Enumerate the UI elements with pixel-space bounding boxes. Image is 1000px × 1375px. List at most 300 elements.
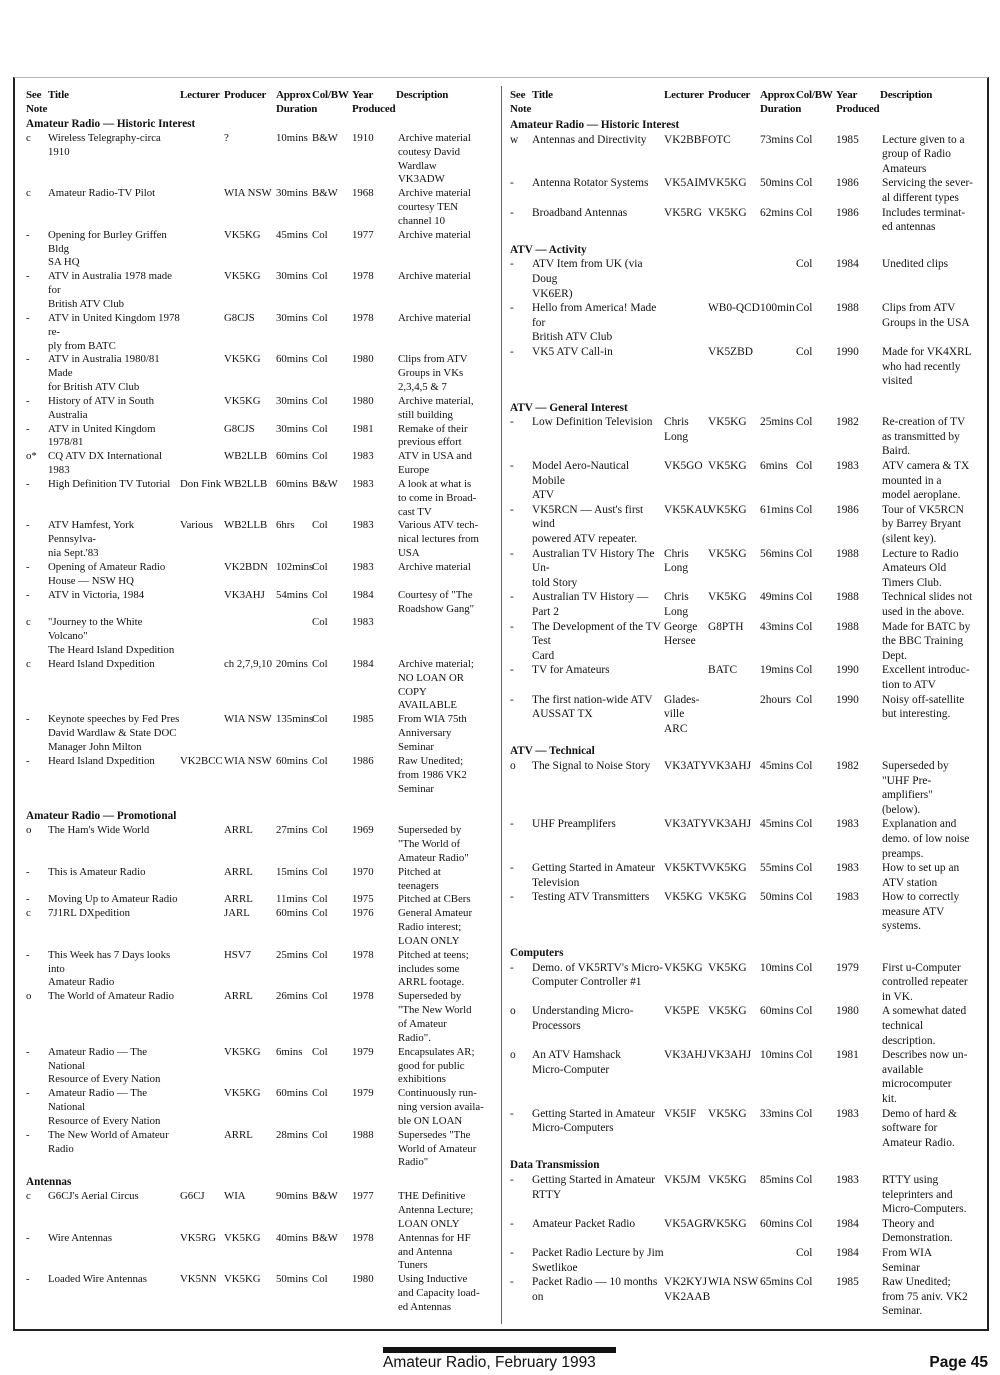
cell-note: - [26,754,30,767]
table-row [510,1173,980,1217]
cell-title: Heard Island Dxpedition [48,754,155,767]
header-cell: Title [48,89,69,101]
cell-desc: Clips from ATV Groups in the USA [882,302,970,329]
cell-duration: 27mins [276,824,308,837]
cell-desc: General Amateur Radio interest; LOAN ONLY [398,907,473,947]
cell-producer: ARRL [224,1128,253,1141]
cell-note: - [26,865,30,878]
table-row [26,1087,496,1129]
cell-desc: Encapsulates AR; good for public exhibitions [398,1045,475,1086]
cell-colbw: Col [312,394,328,407]
cell-desc: Theory and Demonstration. [882,1217,953,1245]
cell-desc: Archive material courtesy TEN channel 10 [398,187,471,227]
cell-duration: 10mins [760,961,794,974]
cell-year: 1982 [836,759,859,772]
cell-duration: 60mins [760,1005,794,1018]
cell-producer: VK5KG [708,460,747,473]
cell-duration: 65mins [760,1276,794,1289]
table-row [26,561,496,589]
cell-producer: JARL [224,907,250,920]
cell-producer: VK5KG [224,228,261,241]
cell-lecturer: G6CJ [180,1190,205,1203]
cell-colbw: Col [312,1128,328,1141]
cell-duration [760,345,796,389]
cell-colbw: Col [312,657,328,670]
cell-note: c [26,616,31,629]
cell-colbw: Col [796,664,813,677]
table-row [26,519,496,561]
table-row [510,861,980,890]
cell-colbw: Col [796,693,813,706]
cell-duration: 30mins [276,394,308,407]
cell-note: - [510,818,514,831]
table-row [26,270,496,312]
cell-colbw: Col [312,353,328,366]
cell-colbw: Col [796,302,813,315]
table-row [510,693,980,737]
cell-colbw: B&W [312,187,338,200]
cell-colbw: Col [312,990,328,1003]
cell-note: - [510,961,514,974]
cell-year: 1979 [836,961,859,974]
cell-colbw: Col [312,519,328,532]
cell-colbw: Col [796,818,813,831]
cell-producer: VK5KG [708,961,747,974]
cell-lecturer [664,257,708,301]
cell-year: 1983 [352,519,374,532]
cell-duration: 15mins [276,865,308,878]
cell-note: - [26,713,30,726]
cell-lecturer [180,713,224,755]
cell-producer: VK5KG [708,416,747,429]
cell-duration: 50mins [760,891,794,904]
cell-producer: ? [224,131,229,144]
cell-note: - [26,519,30,532]
cell-lecturer: VK2BBF [664,133,708,146]
cell-year: 1975 [352,893,374,906]
cell-note: - [26,270,30,283]
table-header [510,88,980,116]
cell-note: - [26,1128,30,1141]
cell-producer: WIA [224,1190,246,1203]
table-row [26,1046,496,1088]
table-row [26,713,496,755]
cell-colbw: Col [796,416,813,429]
cell-desc: Servicing the sever- al different types [882,177,973,204]
cell-year: 1983 [836,891,859,904]
cell-year: 1990 [836,664,859,677]
cell-colbw: Col [312,270,328,283]
cell-lecturer: Glades- ville ARC [664,693,700,735]
cell-lecturer: VK5KTV [664,862,710,875]
cell-note: - [26,228,30,241]
cell-note: - [26,353,30,366]
cell-lecturer [664,345,708,389]
cell-lecturer [180,949,224,991]
cell-lecturer [180,270,224,312]
cell-year: 1983 [352,477,374,490]
cell-title: ATV Hamfest, York Pennsylva- nia Sept.'83 [48,519,135,560]
cell-desc [396,616,496,658]
cell-note: - [510,591,514,604]
cell-year: 1977 [352,1190,374,1203]
cell-duration: 33mins [760,1107,794,1120]
cell-year: 1978 [352,1231,374,1244]
cell-duration: 60mins [276,907,308,920]
cell-desc: From WIA 75th Anniversary Seminar [398,713,467,753]
cell-note: - [510,620,514,633]
cell-desc: Antennas for HF and Antenna Tuners [398,1231,471,1272]
header-cell: Approx Duration [276,89,318,115]
cell-desc: Remake of their previous effort [398,422,468,449]
cell-desc: Various ATV tech- nical lectures from USA [398,519,479,560]
cell-title: Australian TV History The Un- told Story [532,547,655,589]
cell-lecturer [180,561,224,589]
header-cell: Description [880,89,933,101]
cell-year: 1986 [836,177,859,190]
table-row [510,663,980,692]
cell-note: c [26,1190,31,1203]
cell-producer: VK5KG [224,353,261,366]
cell-duration: 85mins [760,1173,794,1186]
cell-colbw: Col [796,620,813,633]
cell-lecturer [180,658,224,713]
cell-duration: 49mins [760,591,794,604]
cell-producer: VK5KG [708,591,747,604]
cell-colbw: Col [796,961,813,974]
cell-colbw: Col [312,311,328,324]
cell-colbw: Col [796,1276,813,1289]
cell-note: - [510,1217,514,1230]
table-row [510,817,980,861]
cell-lecturer [180,893,224,907]
cell-colbw: Col [312,948,328,961]
cell-year: 1988 [836,591,859,604]
cell-lecturer [180,187,224,229]
cell-note: - [26,1045,30,1058]
cell-duration: 90mins [276,1190,308,1203]
cell-year: 1982 [836,416,859,429]
cell-colbw: B&W [312,131,338,144]
cell-duration: 40mins [276,1231,308,1244]
cell-year: 1984 [836,1217,859,1230]
cell-title: Packet Radio Lecture by Jim Swetlikoe [532,1246,664,1274]
cell-desc: Tour of VK5RCN by Barrey Bryant (silent key). [882,503,964,546]
cell-desc: A look at what is to come in Broad- cast TV [398,477,477,518]
table-row [510,1107,980,1151]
table-row [26,949,496,991]
table-row [26,450,496,478]
cell-producer: VK5KG [708,206,747,219]
cell-year: 1988 [836,620,859,633]
cell-title: 7J1RL DXpedition [48,907,131,920]
cell-desc: Explanation and demo. of low noise preamps. [882,818,970,860]
cell-year: 1968 [352,187,374,200]
cell-title: History of ATV in South Australia [48,394,154,421]
cell-note: - [510,302,514,315]
cell-year: 1980 [352,1273,374,1286]
cell-desc: Archive material coutesy David Wardlaw VK3ADW [398,131,471,186]
cell-lecturer: VK3ATY [664,818,709,831]
cell-note: - [510,460,514,473]
cell-desc: Made for BATC by the BBC Training Dept. [882,620,971,662]
cell-title: Broadband Antennas [532,206,628,219]
cell-lecturer: VK5GO [664,460,703,473]
cell-note: - [26,1087,30,1100]
cell-lecturer [664,663,708,692]
cell-producer: VK2BDN [224,561,268,573]
cell-year: 1980 [836,1005,859,1018]
cell-colbw: Col [796,258,813,271]
cell-desc: Archive material [398,561,471,573]
cell-title: An ATV Hamshack Micro-Computer [532,1049,622,1076]
cell-duration: 60mins [276,353,308,366]
cell-lecturer [180,1046,224,1088]
cell-lecturer: Chris Long [664,591,689,618]
cell-year: 1969 [352,824,374,837]
cell-producer: VK5KG [708,862,747,875]
cell-duration [760,257,796,301]
cell-duration: 73mins [760,133,794,146]
cell-lecturer [664,1246,708,1275]
cell-title: Amateur Radio — The National Resource of Every Nation [48,1087,161,1127]
cell-note: - [26,588,30,601]
cell-colbw: Col [796,862,813,875]
cell-producer: VK5KG [708,177,747,190]
cell-year: 1984 [352,657,374,670]
cell-producer: ARRL [224,990,253,1003]
cell-producer: VK5ZBD [708,345,753,358]
cell-desc: Raw Unedited; from 1986 VK2 Seminar [398,754,467,795]
cell-lecturer [180,616,224,658]
cell-duration: 55mins [760,862,794,875]
cell-desc: From WIA Seminar [882,1246,933,1274]
cell-desc: Re-creation of TV as transmitted by Baird. [882,416,966,458]
table-row [26,423,496,451]
cell-lecturer: VK2BCC [180,754,223,767]
cell-producer: G8CJS [224,311,255,324]
cell-title: G6CJ's Aerial Circus [48,1190,139,1203]
cell-producer: VK5KG [708,503,747,516]
cell-note: - [510,1246,514,1259]
table-row [510,415,980,459]
cell-desc: Courtesy of "The Roadshow Gang" [398,588,475,615]
cell-note: - [510,177,514,190]
cell-note: o* [26,450,37,463]
cell-duration: 10mins [276,131,308,144]
cell-duration: 135mins [276,713,314,726]
cell-duration: 60mins [276,1087,308,1100]
cell-lecturer [180,312,224,354]
cell-producer: VK5KG [224,1087,261,1100]
cell-title: The Development of the TV Test Card [532,620,661,662]
cell-year: 1983 [836,1173,859,1186]
cell-desc: Made for VK4XRL who had recently visited [882,345,972,388]
cell-title: Getting Started in Amateur RTTY [532,1173,656,1201]
cell-duration: 62mins [760,206,794,219]
cell-producer: VK3AHJ [224,588,265,601]
cell-note: c [26,907,31,920]
cell-year: 1983 [836,460,859,473]
cell-colbw: Col [312,1087,328,1100]
cell-producer: VK5KG [224,270,261,283]
cell-duration: 60mins [760,1217,794,1230]
table-row [510,590,980,619]
cell-title: Wire Antennas [48,1231,113,1244]
section-title: ATV — Technical [510,745,595,758]
cell-lecturer: VK5KG [664,891,703,904]
cell-producer [708,1246,760,1275]
footer-rule [383,1347,616,1353]
header-cell: Col/BW [796,89,833,101]
table-row [510,1004,980,1048]
cell-lecturer: Various [180,519,213,532]
cell-title: TV for Amateurs [532,664,610,677]
cell-producer: WIA NSW [708,1276,759,1289]
cell-desc: How to set up an ATV station [882,862,960,889]
header-cell: Title [532,89,553,101]
cell-year: 1983 [352,450,374,463]
cell-lecturer [180,132,224,187]
cell-title: Demo. of VK5RTV's Micro- Computer Controller #1 [532,961,663,989]
cell-colbw: Col [796,345,813,358]
cell-desc: RTTY using teleprinters and Micro-Computers. [882,1173,967,1216]
cell-year: 1983 [836,862,859,875]
table-header [26,88,496,116]
header-cell: Approx Duration [760,89,802,115]
cell-year: 1984 [836,258,859,271]
cell-year: 1983 [836,1107,859,1120]
cell-note: o [510,1049,516,1062]
cell-lecturer: Don Fink [180,477,222,490]
cell-colbw: Col [312,865,328,878]
cell-year: 1984 [352,588,374,601]
cell-note: - [26,948,30,961]
header-cell: Year Produced [352,89,396,115]
right-column [510,88,980,1319]
cell-duration: 6mins [276,1045,303,1058]
cell-duration: 2hours [760,693,792,706]
left-column [26,88,496,1315]
cell-colbw: Col [796,891,813,904]
cell-title: "Journey to the White Volcano" The Heard Island Dxpedition [48,616,175,657]
cell-title: Opening for Burley Griffen Bldg SA HQ [48,228,167,269]
cell-year: 1981 [352,422,374,435]
header-cell: Year Produced [836,89,880,115]
cell-producer: ARRL [224,893,253,906]
cell-year: 1978 [352,990,374,1003]
cell-duration: 30mins [276,311,308,324]
cell-desc: ATV camera & TX mounted in a model aeroplane. [882,460,970,502]
cell-title: ATV Item from UK (via Doug VK6ER) [532,258,643,300]
cell-duration: 25mins [276,948,308,961]
cell-duration: 45mins [760,818,794,831]
table-row [26,229,496,271]
cell-colbw: Col [312,907,328,920]
cell-producer: VK5KG [224,394,261,407]
header-cell: See Note [26,89,48,115]
cell-title: ATV in Australia 1980/81 Made for British ATV Club [48,353,160,394]
cell-title: UHF Preamplifers [532,818,616,831]
cell-title: Model Aero-Nautical Mobile ATV [532,460,630,502]
cell-producer: WIA NSW [224,713,272,726]
cell-note: w [510,133,519,146]
cell-title: VK5 ATV Call-in [532,345,613,358]
cell-lecturer: VK5PE [664,1005,700,1018]
cell-year: 1988 [836,547,859,560]
cell-lecturer [180,907,224,949]
cell-colbw: Col [796,1246,813,1259]
cell-duration: 100min [760,302,795,315]
table-row [510,459,980,503]
cell-colbw: Col [312,616,328,629]
cell-desc: Supersedes "The World of Amateur Radio" [398,1128,477,1169]
cell-lecturer: VK5IF [664,1107,697,1120]
section-title: Amateur Radio — Historic Interest [26,118,196,130]
cell-note: - [510,345,514,358]
cell-duration: 61mins [760,503,794,516]
cell-title: Antenna Rotator Systems [532,177,649,190]
cell-colbw: Col [796,1107,813,1120]
cell-colbw: Col [312,1045,328,1058]
cell-desc: Demo of hard & software for Amateur Radio. [882,1107,957,1149]
cell-desc: Superseded by "UHF Pre- amplifiers" (below). [882,759,949,816]
cell-note: o [510,1005,516,1018]
table-row [510,206,980,235]
cell-title: Amateur Radio-TV Pilot [48,187,156,200]
cell-lecturer: VK5RG [664,206,702,219]
cell-note: - [510,503,514,516]
cell-producer [708,257,760,301]
cell-colbw: Col [796,1005,813,1018]
table-row [510,133,980,177]
cell-note: - [510,206,514,219]
cell-title: High Definition TV Tutorial [48,477,171,490]
cell-desc: ATV in USA and Europe [398,450,472,477]
cell-duration: 102mins [276,561,314,573]
table-row [26,1129,496,1171]
cell-title: Getting Started in Amateur Television [532,862,656,889]
cell-desc: Technical slides not used in the above. [882,591,973,618]
cell-lecturer [180,395,224,423]
cell-year: 1988 [836,302,859,315]
cell-colbw: Col [312,228,328,241]
table-row [510,961,980,1005]
cell-year: 1990 [836,345,859,358]
cell-lecturer [180,1087,224,1129]
cell-lecturer [180,229,224,271]
cell-desc: Unedited clips [882,258,949,271]
cell-year: 1983 [836,818,859,831]
cell-note: o [510,759,516,772]
cell-note: - [26,1231,30,1244]
cell-producer: VK5KG [708,547,747,560]
cell-producer: VK5KG [708,1107,747,1120]
cell-year: 1970 [352,865,374,878]
cell-title: Heard Island Dxpedition [48,657,155,670]
cell-desc: Archive material, still building [398,394,474,421]
table-row [26,824,496,866]
cell-title: VK5RCN — Aust's first wind powered ATV repeater. [532,503,644,546]
cell-note: - [26,1273,30,1286]
cell-title: ATV in United Kingdom 1978/81 [48,422,156,449]
cell-note: - [510,664,514,677]
footer-title: Amateur Radio, February 1993 [383,1354,596,1371]
cell-producer: VK5KG [224,1273,261,1286]
cell-desc: Pitched at CBers [398,893,471,906]
cell-colbw: Col [796,503,813,516]
table-row [510,620,980,664]
